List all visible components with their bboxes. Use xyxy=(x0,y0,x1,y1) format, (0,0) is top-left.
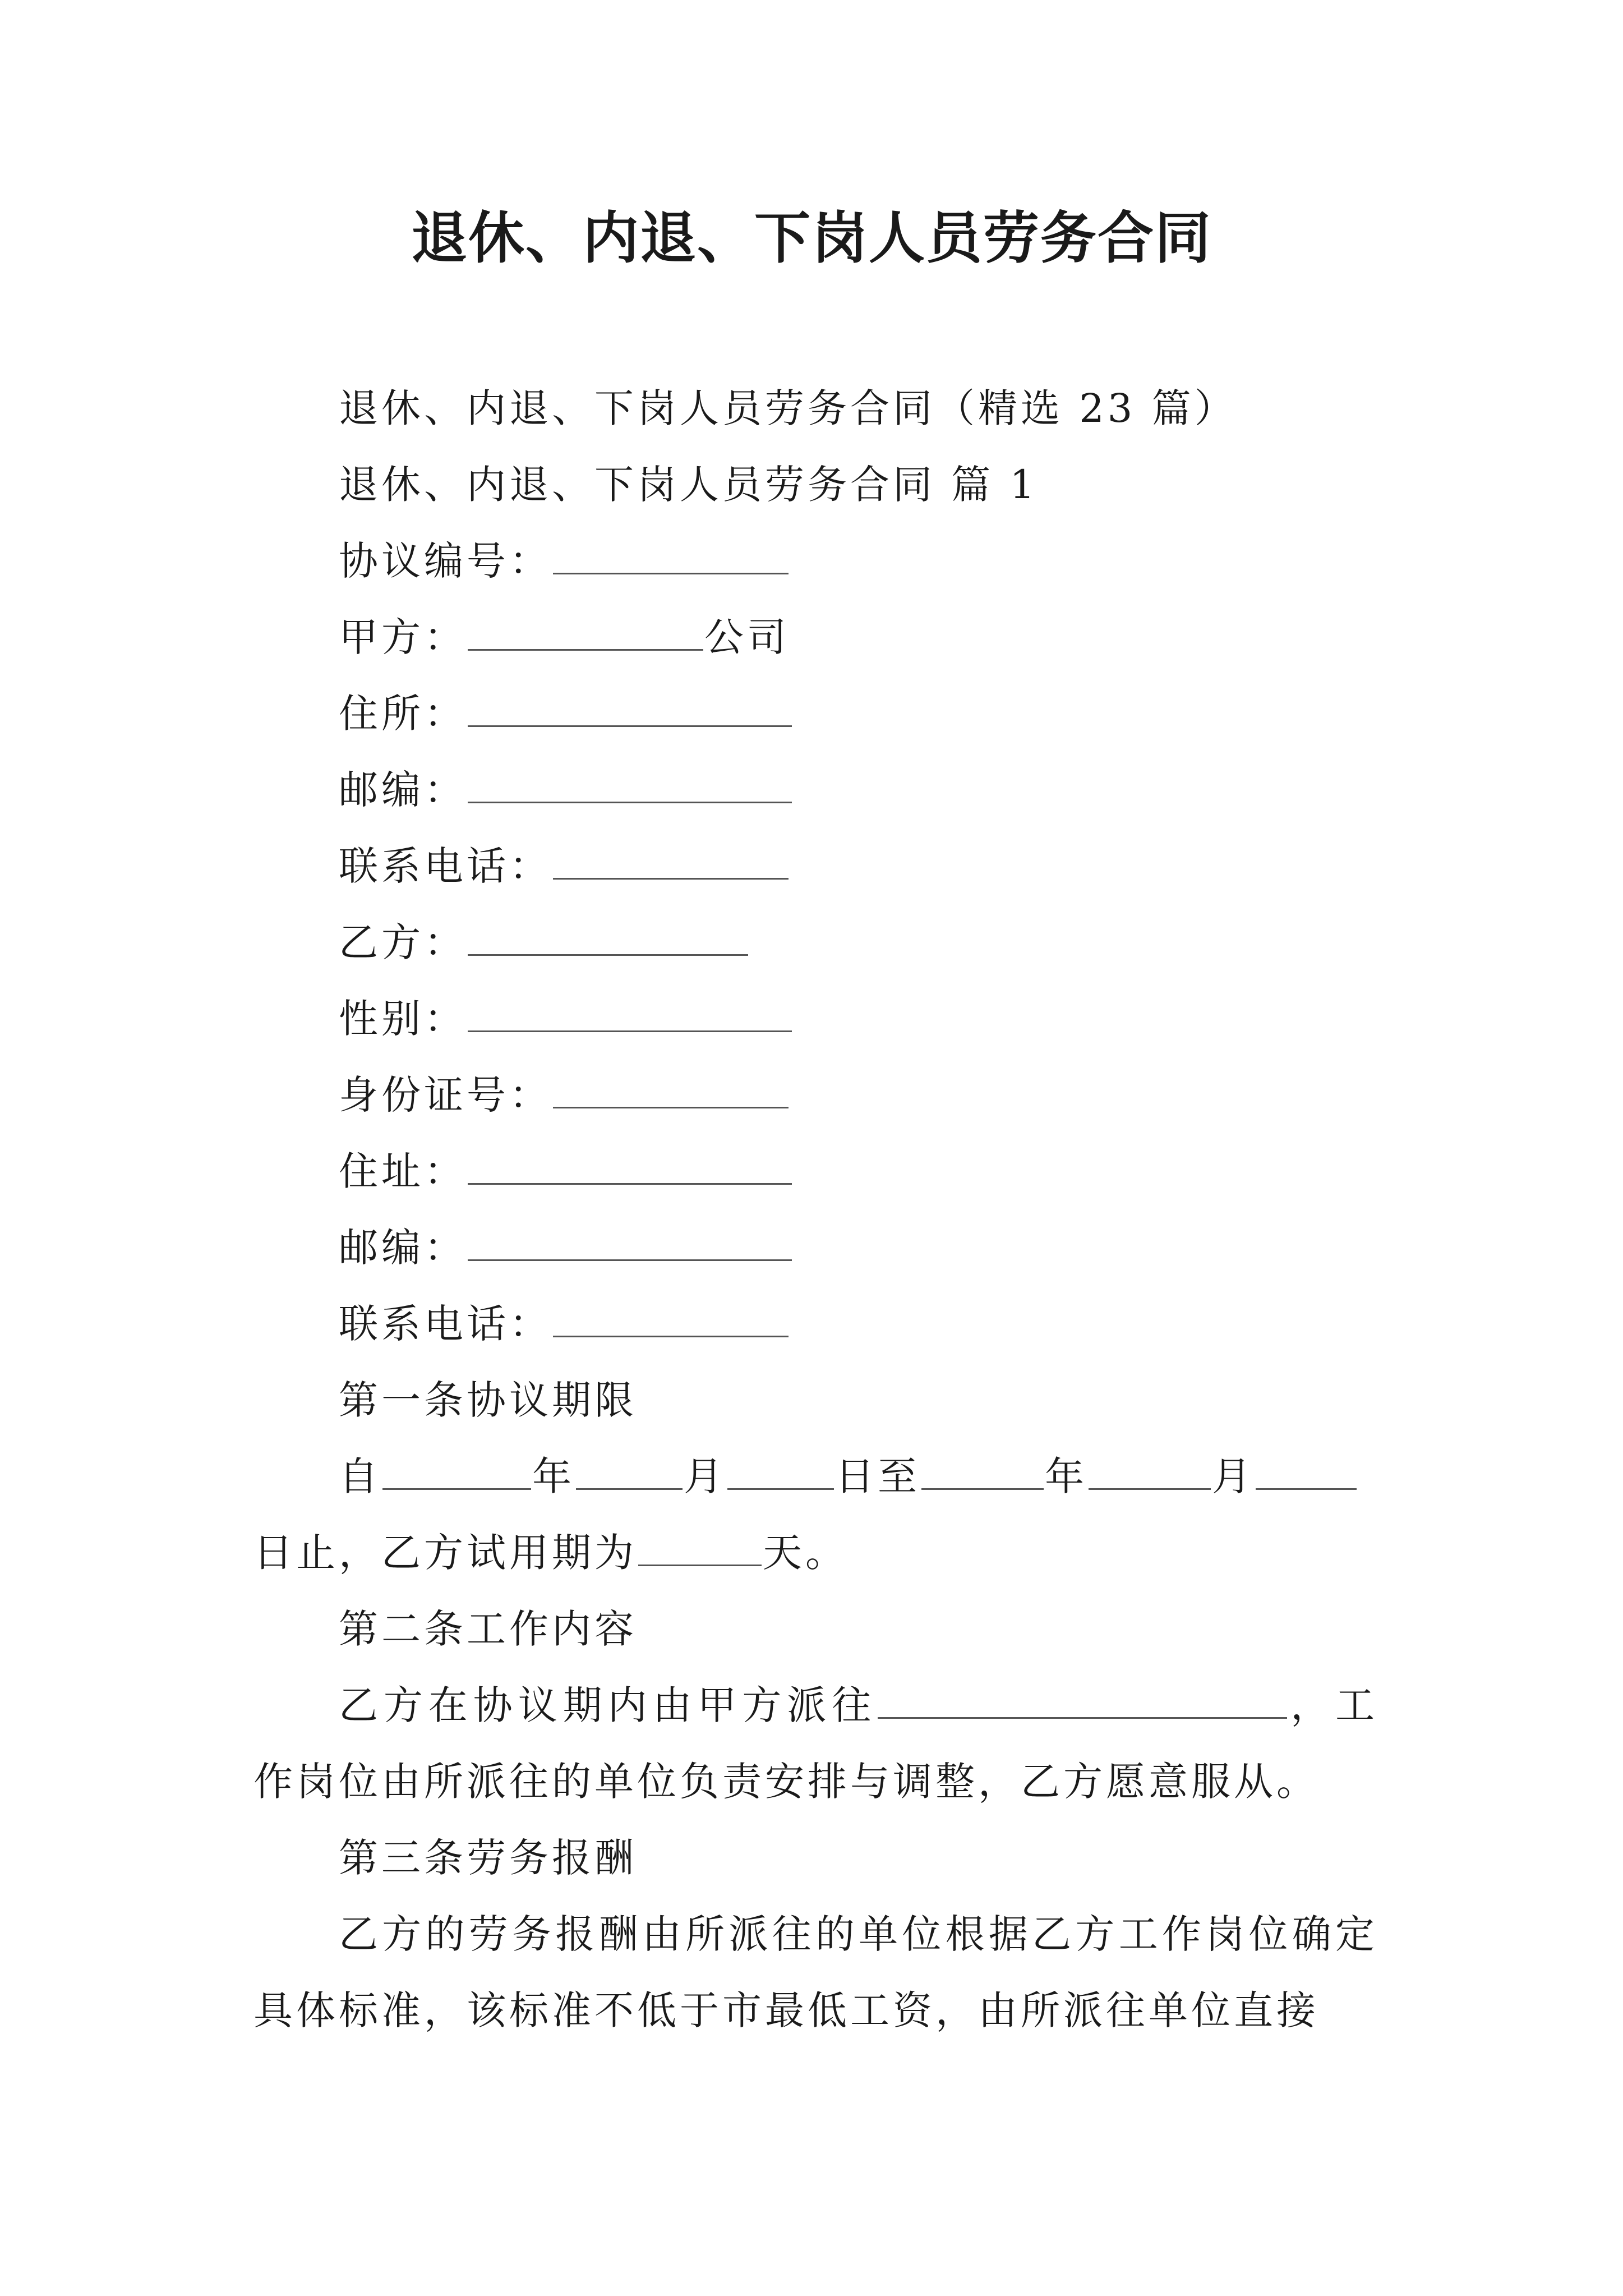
subtitle: 退休、内退、下岗人员劳务合同（精选 23 篇） xyxy=(339,385,1237,431)
field-label: 身份证号： xyxy=(339,1072,552,1118)
section-header: 退休、内退、下岗人员劳务合同 篇 1 xyxy=(339,462,1039,508)
field-address-a xyxy=(253,675,1378,752)
field-label: 乙方： xyxy=(339,919,467,965)
blank-line xyxy=(878,1688,1287,1719)
field-party-b xyxy=(253,904,1378,981)
text-probation: 日止，乙方试用期为 xyxy=(253,1530,637,1576)
blank-line xyxy=(921,1459,1044,1490)
blank-line xyxy=(468,772,792,803)
text-month: 月 xyxy=(684,1453,726,1499)
field-label: 住所： xyxy=(339,691,467,737)
field-phone-a xyxy=(253,828,1378,904)
field-suffix: 公司 xyxy=(704,614,790,660)
text-from: 自 xyxy=(339,1453,381,1499)
article1-heading: 第一条协议期限 xyxy=(339,1377,637,1423)
article2-heading: 第二条工作内容 xyxy=(339,1606,637,1652)
blank-line xyxy=(553,1078,789,1108)
field-agreement-no xyxy=(253,523,1378,599)
text-days: 天。 xyxy=(763,1530,848,1576)
field-label: 联系电话： xyxy=(339,1301,552,1347)
field-gender xyxy=(253,981,1378,1057)
blank-line xyxy=(468,620,703,651)
field-label: 住址： xyxy=(339,1148,467,1194)
blank-line xyxy=(1256,1459,1357,1490)
field-party-a xyxy=(253,599,1378,675)
field-id-no xyxy=(253,1057,1378,1133)
text-month2: 月 xyxy=(1212,1453,1255,1499)
field-label: 邮编： xyxy=(339,767,467,813)
field-label: 协议编号： xyxy=(339,538,552,584)
field-label: 邮编： xyxy=(339,1225,467,1271)
field-label: 甲方： xyxy=(339,614,467,660)
field-address-b xyxy=(253,1133,1378,1209)
document-title: 退休、内退、下岗人员劳务合同 xyxy=(411,205,1212,271)
field-label: 性别： xyxy=(339,996,467,1042)
blank-line xyxy=(553,544,789,574)
field-label: 联系电话： xyxy=(339,843,552,889)
article1-probation-line xyxy=(253,1515,1378,1591)
text-end: ，工作岗位由所派往的单位负责安排与调整，乙方愿意服从。 xyxy=(253,1682,1378,1805)
blank-line xyxy=(576,1459,683,1490)
blank-line xyxy=(553,1306,789,1337)
blank-line xyxy=(468,696,792,727)
article3-paragraph: 乙方的劳务报酬由所派往的单位根据乙方工作岗位确定具体标准，该标准不低于市最低工资，由所派往单位直接 xyxy=(253,1911,1378,2033)
text-year2: 年 xyxy=(1045,1453,1087,1499)
article1-date-line xyxy=(253,1438,1378,1515)
field-postcode-b xyxy=(253,1209,1378,1286)
text-year: 年 xyxy=(532,1453,575,1499)
blank-line xyxy=(1089,1459,1211,1490)
document-body xyxy=(253,370,1378,2049)
field-phone-b xyxy=(253,1286,1378,1362)
blank-line xyxy=(468,1154,792,1185)
blank-line xyxy=(638,1535,762,1566)
article2-paragraph xyxy=(253,1667,1378,1820)
article3-heading: 第三条劳务报酬 xyxy=(339,1835,637,1881)
field-postcode-a xyxy=(253,752,1378,828)
blank-line xyxy=(468,1230,792,1261)
blank-line xyxy=(727,1459,834,1490)
text-day-to: 日至 xyxy=(835,1453,920,1499)
blank-line xyxy=(468,925,748,956)
blank-line xyxy=(382,1459,531,1490)
blank-line xyxy=(468,1001,792,1032)
blank-line xyxy=(553,849,789,880)
text-start: 乙方在协议期内由甲方派往 xyxy=(339,1682,877,1728)
